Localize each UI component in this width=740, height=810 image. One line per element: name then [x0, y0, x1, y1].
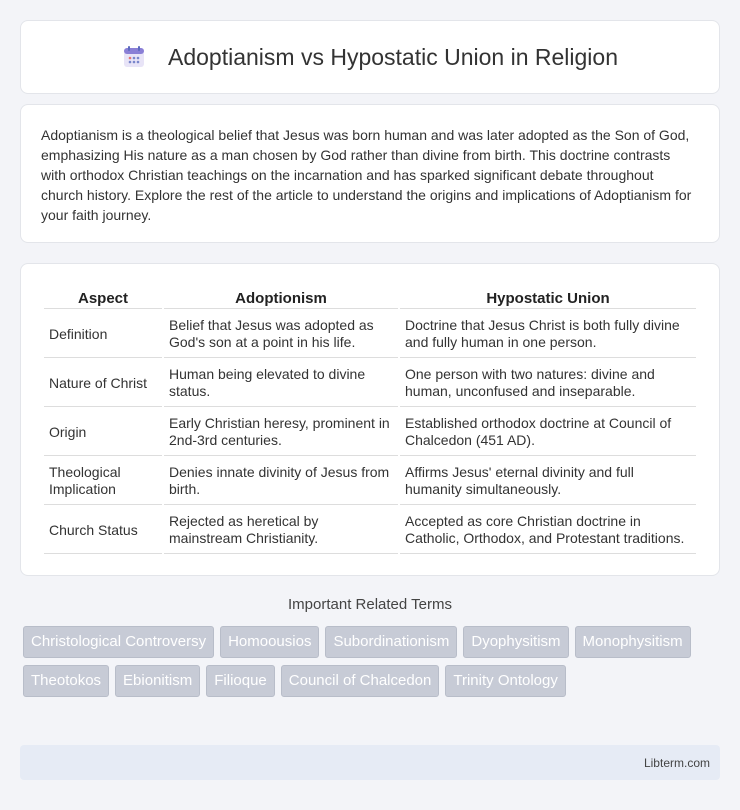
title-card — [20, 20, 720, 94]
related-terms-heading: Important Related Terms — [288, 596, 452, 613]
table-cell: Nature of Christ — [44, 360, 162, 407]
tag-filioque[interactable]: Filioque — [206, 665, 275, 697]
tag-theotokos[interactable]: Theotokos — [23, 665, 109, 697]
header-aspect: Aspect — [44, 286, 162, 309]
header-adoptionism: Adoptionism — [164, 286, 398, 309]
table-row — [44, 458, 696, 505]
tag-monophysitism[interactable]: Monophysitism — [575, 626, 691, 658]
table-row — [44, 409, 696, 456]
table-cell: Rejected as heretical by mainstream Christianity. — [164, 507, 398, 554]
table-row — [44, 360, 696, 407]
table-cell: Affirms Jesus' eternal divinity and full humanity simultaneously. — [400, 458, 696, 505]
table-row — [44, 311, 696, 358]
table-cell: Church Status — [44, 507, 162, 554]
intro-text: Adoptianism is a theological belief that Jesus was born human and was later adopted as the Son of God, emphasizing His nature as a man chosen by God rather than divine from birth. This doctrine contrasts with orthodox Christian teachings on the incarnation and has sparked significant debate throughout church history. Explore the rest of the article to understand the origins and implications of Adoptianism for your faith journey. — [41, 127, 692, 223]
tag-dyophysitism[interactable]: Dyophysitism — [463, 626, 568, 658]
tag-subordinationism[interactable]: Subordinationism — [325, 626, 457, 658]
table-cell: Accepted as core Christian doctrine in Catholic, Orthodox, and Protestant traditions. — [400, 507, 696, 554]
comparison-table-card — [20, 263, 720, 576]
tag-council-of-chalcedon[interactable]: Council of Chalcedon — [281, 665, 440, 697]
table-cell: Belief that Jesus was adopted as God's son at a point in his life. — [164, 311, 398, 358]
header-hypostatic-union: Hypostatic Union — [400, 286, 696, 309]
related-terms-section — [20, 596, 720, 697]
calendar-icon — [122, 45, 146, 69]
tag-ebionitism[interactable]: Ebionitism — [115, 665, 200, 697]
table-cell: Definition — [44, 311, 162, 358]
table-cell: Denies innate divinity of Jesus from birth. — [164, 458, 398, 505]
related-terms-tags — [20, 626, 720, 697]
table-cell: Human being elevated to divine status. — [164, 360, 398, 407]
table-cell: Origin — [44, 409, 162, 456]
footer-site-link[interactable]: Libterm.com — [643, 755, 710, 770]
table-cell: Doctrine that Jesus Christ is both fully divine and fully human in one person. — [400, 311, 696, 358]
table-cell: Theological Implication — [44, 458, 162, 505]
table-row — [44, 507, 696, 554]
page-title: Adoptianism vs Hypostatic Union in Religion — [168, 43, 618, 70]
table-cell: Established orthodox doctrine at Council of Chalcedon (451 AD). — [400, 409, 696, 456]
intro-card — [20, 104, 720, 243]
tag-homoousios[interactable]: Homoousios — [220, 626, 319, 658]
footer — [20, 745, 720, 780]
comparison-table — [42, 284, 698, 556]
table-header-row — [44, 286, 696, 309]
tag-trinity-ontology[interactable]: Trinity Ontology — [445, 665, 565, 697]
table-cell: One person with two natures: divine and human, unconfused and inseparable. — [400, 360, 696, 407]
table-cell: Early Christian heresy, prominent in 2nd-3rd centuries. — [164, 409, 398, 456]
tag-christological-controversy[interactable]: Christological Controversy — [23, 626, 214, 658]
